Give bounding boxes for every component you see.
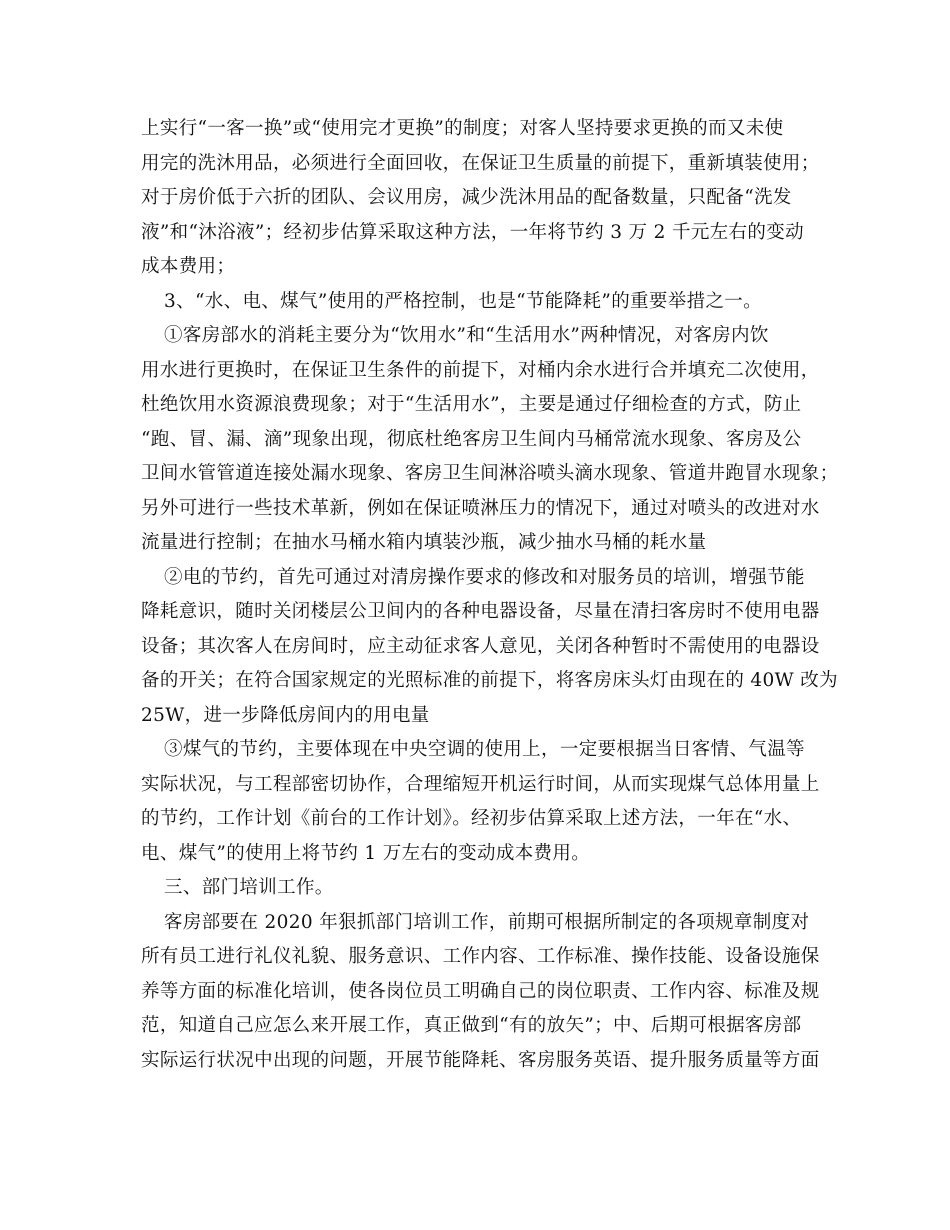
text-line: 所有员工进行礼仪礼貌、服务意识、工作内容、工作标准、操作技能、设备设施保	[141, 946, 820, 967]
text-line: 卫间水管管道连接处漏水现象、客房卫生间淋浴喷头滴水现象、管道井跑冒水现象；	[141, 463, 839, 484]
text-line: 用完的洗沐用品，必须进行全面回收，在保证卫生质量的前提下，重新填装使用；	[141, 152, 820, 174]
text-line: 的节约，工作计划《前台的工作计划》。经初步估算采取上述方法，一年在“水、	[141, 808, 802, 829]
text-line: “跑、冒、漏、滴”现象出现，彻底杜绝客房卫生间内马桶常流水现象、客房及公	[141, 428, 802, 450]
text-line: 对于房价低于六折的团队、会议用房，减少洗沐用品的配备数量，只配备“洗发	[141, 187, 792, 208]
text-line: 备的开关；在符合国家规定的光照标准的前提下，将客房床头灯由现在的 40W 改为	[141, 670, 838, 691]
section-heading: 3、“水、电、煤气”使用的严格控制，也是“节能降耗”的重要举措之一。	[164, 290, 763, 312]
text-line: 上实行“一客一换”或“使用完才更换”的制度；对客人坚持要求更换的而又未使	[141, 118, 784, 139]
text-line: 另外可进行一些技术革新，例如在保证喷淋压力的情况下，通过对喷头的改进对水	[141, 497, 820, 519]
text-line: 液”和“沐浴液”；经初步估算采取这种方法，一年将节约 3 万 2 千元左右的变动	[141, 221, 804, 243]
text-line: 25W，进一步降低房间内的用电量	[141, 704, 430, 726]
paragraph-start: ②电的节约，首先可通过对清房操作要求的修改和对服务员的培训，增强节能	[164, 566, 805, 588]
text-line: 用水进行更换时，在保证卫生条件的前提下，对桶内余水进行合并填充二次使用，	[141, 359, 820, 381]
text-line: 杜绝饮用水资源浪费现象；对于“生活用水”，主要是通过仔细检查的方式，防止	[141, 394, 802, 415]
text-line: 实际运行状况中出现的问题，开展节能降耗、客房服务英语、提升服务质量等方面	[141, 1049, 820, 1071]
text-line: 电、煤气”的使用上将节约 1 万左右的变动成本费用。	[141, 842, 591, 864]
text-line: 范，知道自己应怎么来开展工作，真正做到“有的放矢”；中、后期可根据客房部	[141, 1015, 802, 1036]
text-line: 成本费用；	[141, 256, 236, 277]
section-heading: 三、部门培训工作。	[164, 877, 334, 898]
paragraph-start: 客房部要在 2020 年狠抓部门培训工作，前期可根据所制定的各项规章制度对	[164, 911, 810, 933]
text-line: 实际状况，与工程部密切协作，合理缩短开机运行时间，从而实现煤气总体用量上	[141, 773, 820, 795]
text-line: 降耗意识，随时关闭楼层公卫间内的各种电器设备，尽量在清扫客房时不使用电器	[141, 601, 820, 622]
text-line: 设备；其次客人在房间时，应主动征求客人意见，关闭各种暂时不需使用的电器设	[141, 635, 820, 657]
paragraph-start: ①客房部水的消耗主要分为“饮用水”和“生活用水”两种情况，对客房内饮	[164, 325, 769, 346]
text-line: 养等方面的标准化培训，使各岗位员工明确自己的岗位职责、工作内容、标准及规	[141, 980, 820, 1002]
document-page	[141, 112, 839, 1078]
text-line: 流量进行控制；在抽水马桶水箱内填装沙瓶，减少抽水马桶的耗水量	[141, 532, 707, 553]
paragraph-start: ③煤气的节约，主要体现在中央空调的使用上，一定要根据当日客情、气温等	[164, 739, 805, 760]
